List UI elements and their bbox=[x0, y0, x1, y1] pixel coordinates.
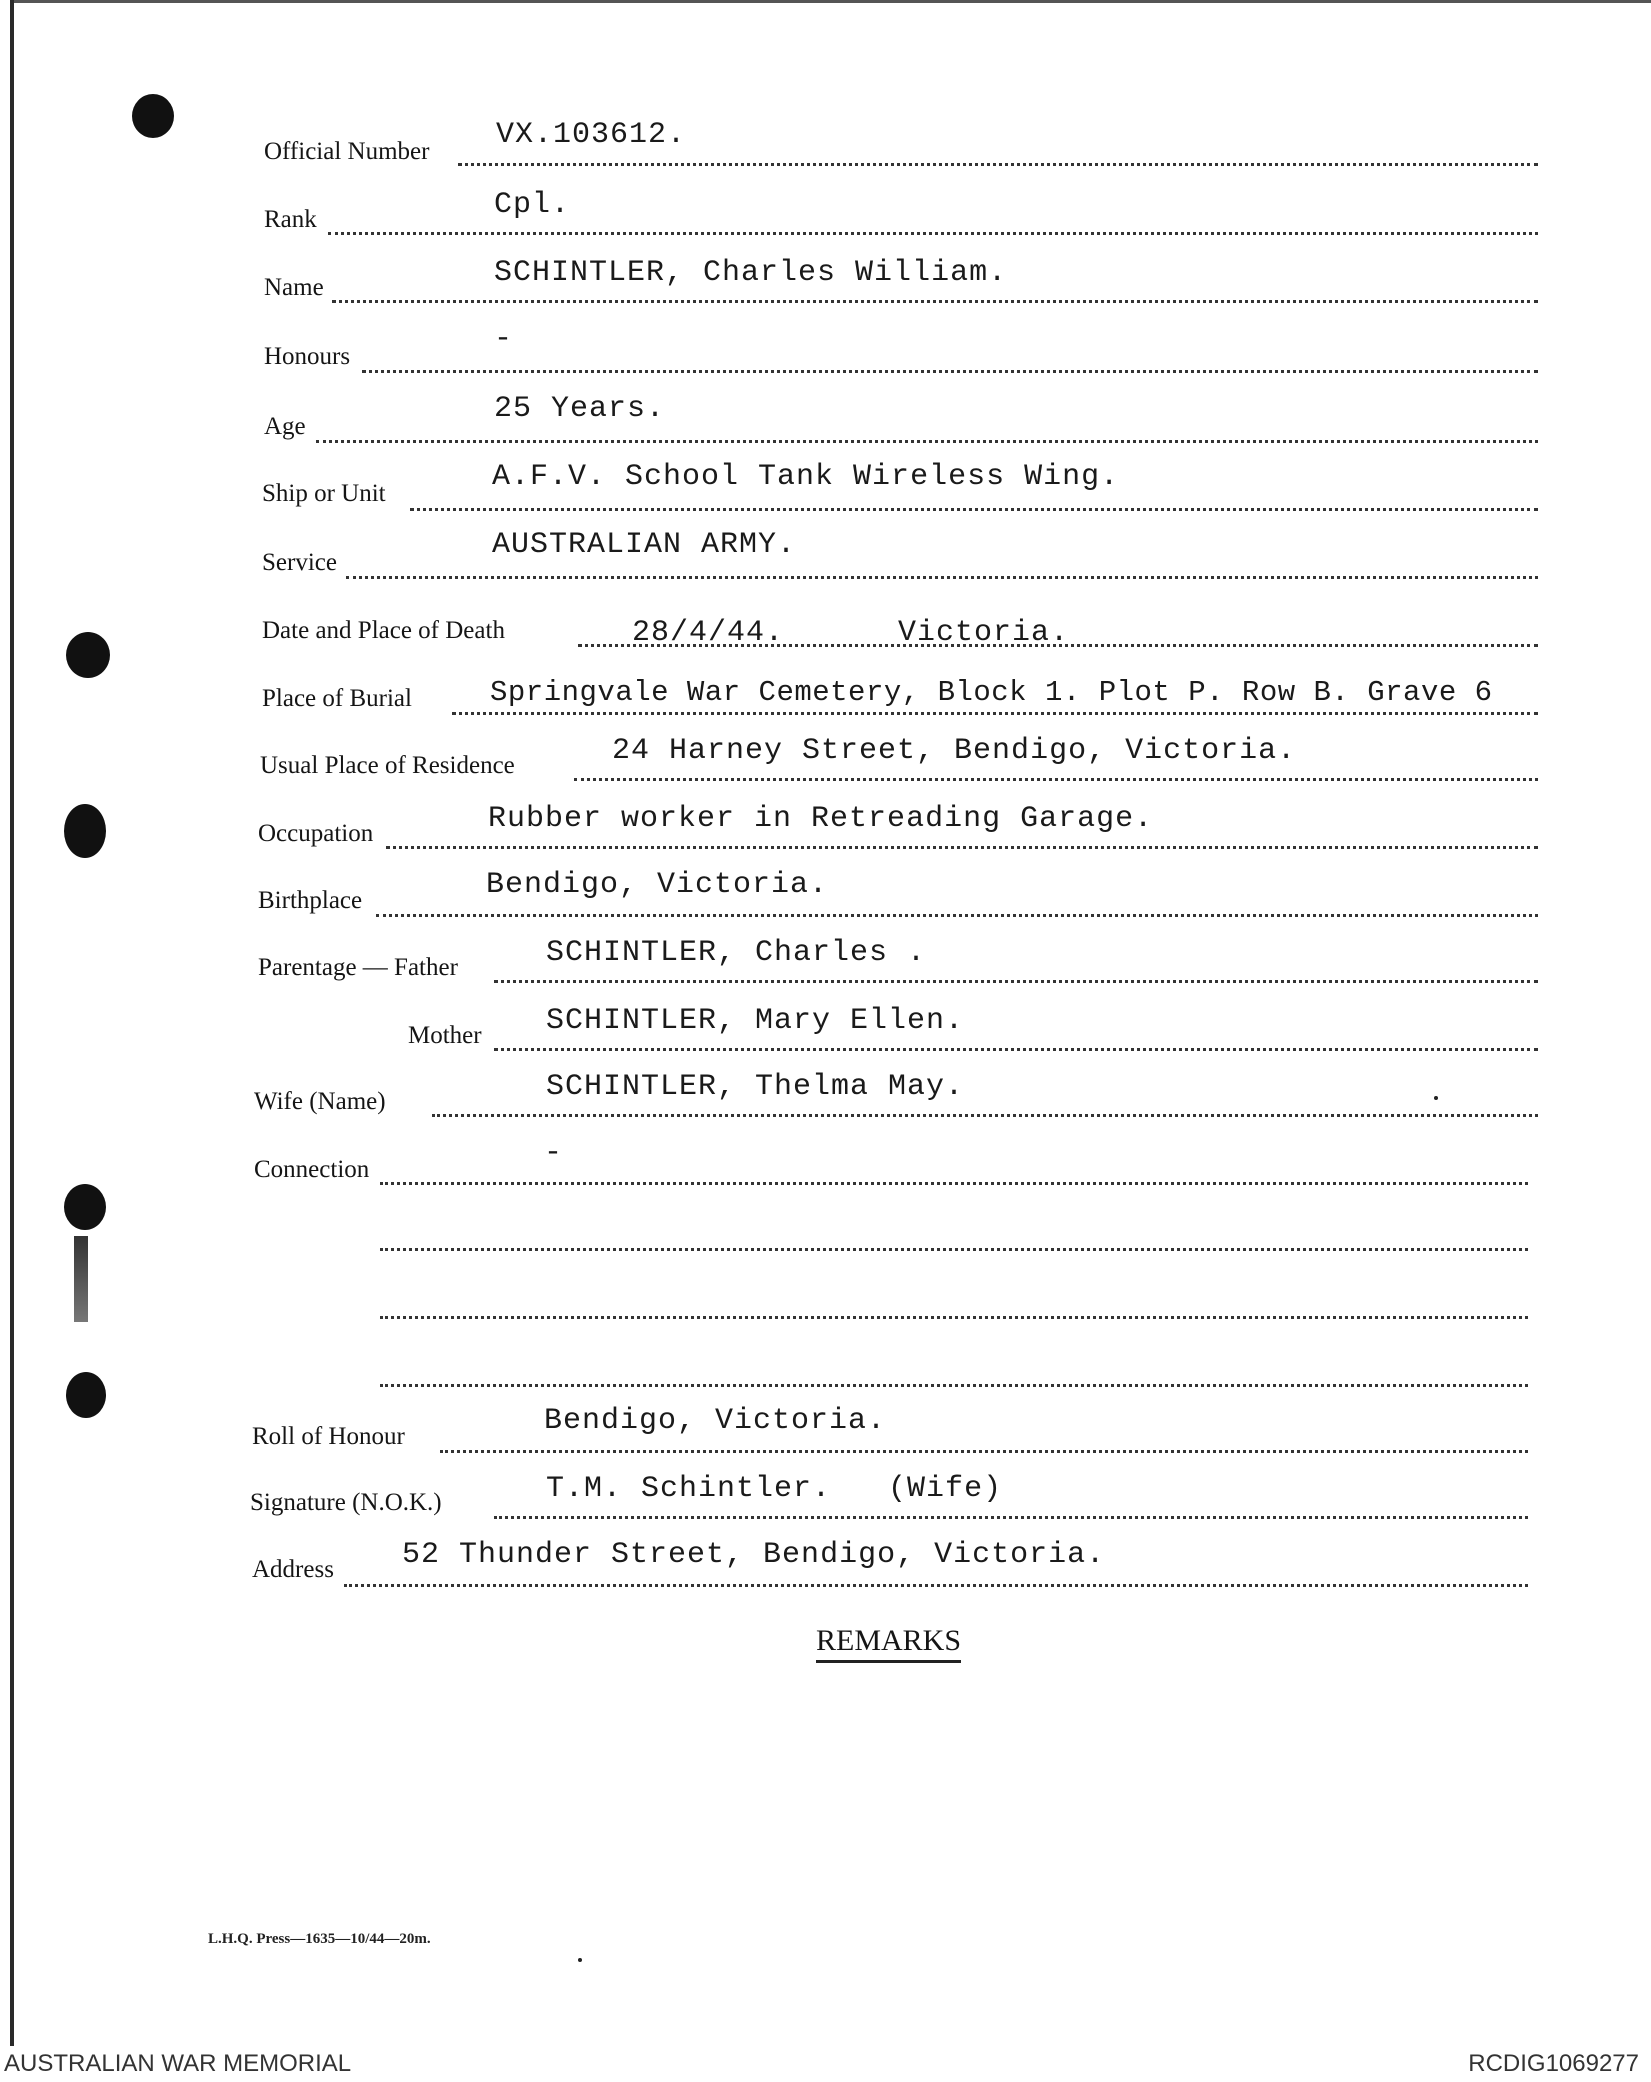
dots-honours bbox=[362, 370, 1538, 373]
value-ship-or-unit: A.F.V. School Tank Wireless Wing. bbox=[492, 460, 1120, 494]
page-left-edge bbox=[10, 0, 14, 2050]
value-wife: SCHINTLER, Thelma May. bbox=[546, 1070, 965, 1104]
value-occupation: Rubber worker in Retreading Garage. bbox=[488, 802, 1154, 836]
value-name: SCHINTLER, Charles William. bbox=[494, 256, 1008, 290]
value-place-of-burial: Springvale War Cemetery, Block 1. Plot P. Row B. Grave 6 bbox=[490, 676, 1493, 709]
label-mother: Mother bbox=[408, 1022, 482, 1049]
value-roll-of-honour: Bendigo, Victoria. bbox=[544, 1404, 887, 1438]
dots-roll-of-honour bbox=[440, 1450, 1528, 1453]
dots-wife bbox=[432, 1114, 1538, 1117]
binder-mark bbox=[74, 1236, 88, 1322]
dots-name bbox=[332, 300, 1538, 303]
punch-hole-3 bbox=[64, 804, 106, 858]
label-signature: Signature (N.O.K.) bbox=[250, 1489, 442, 1516]
value-date-place-death: 28/4/44. Victoria. bbox=[632, 616, 1070, 650]
label-usual-residence: Usual Place of Residence bbox=[260, 752, 515, 779]
label-birthplace: Birthplace bbox=[258, 887, 363, 914]
value-connection: - bbox=[544, 1136, 564, 1170]
speck-1 bbox=[1434, 1096, 1438, 1100]
dots-address bbox=[344, 1584, 1528, 1587]
label-father: Parentage — Father bbox=[258, 954, 458, 981]
value-mother: SCHINTLER, Mary Ellen. bbox=[546, 1004, 965, 1038]
label-official-number: Official Number bbox=[264, 138, 430, 165]
remarks-heading: REMARKS bbox=[816, 1624, 961, 1663]
dots-mother bbox=[494, 1048, 1538, 1051]
punch-hole-1 bbox=[132, 94, 174, 138]
dots-blank-1 bbox=[380, 1248, 1528, 1251]
dots-service bbox=[346, 576, 1538, 579]
label-name: Name bbox=[264, 274, 324, 301]
punch-hole-5 bbox=[66, 1372, 106, 1418]
value-signature: T.M. Schintler. (Wife) bbox=[546, 1472, 1003, 1506]
value-age: 25 Years. bbox=[494, 392, 666, 426]
label-date-place-death: Date and Place of Death bbox=[262, 617, 505, 644]
value-official-number: VX.103612. bbox=[496, 118, 687, 152]
label-honours: Honours bbox=[264, 343, 351, 370]
punch-hole-2 bbox=[66, 632, 110, 678]
label-connection: Connection bbox=[254, 1156, 370, 1183]
dots-blank-2 bbox=[380, 1316, 1528, 1319]
label-age: Age bbox=[264, 413, 306, 440]
value-service: AUSTRALIAN ARMY. bbox=[492, 528, 797, 562]
dots-signature bbox=[494, 1516, 1528, 1519]
page-top-edge bbox=[10, 0, 1651, 3]
label-service: Service bbox=[262, 549, 337, 576]
speck-2 bbox=[578, 1958, 582, 1962]
print-code: L.H.Q. Press—1635—10/44—20m. bbox=[208, 1931, 431, 1947]
value-rank: Cpl. bbox=[494, 188, 571, 222]
archive-id: RCDIG1069277 bbox=[1468, 2050, 1639, 2077]
label-occupation: Occupation bbox=[258, 820, 374, 847]
dots-ship-or-unit bbox=[410, 508, 1538, 511]
dots-rank bbox=[328, 232, 1538, 235]
label-rank: Rank bbox=[264, 206, 317, 233]
punch-hole-4 bbox=[64, 1184, 106, 1230]
label-ship-or-unit: Ship or Unit bbox=[262, 480, 386, 507]
value-father: SCHINTLER, Charles . bbox=[546, 936, 927, 970]
dots-official-number bbox=[458, 163, 1538, 166]
dots-connection bbox=[380, 1182, 1528, 1185]
dots-usual-residence bbox=[574, 778, 1538, 781]
dots-age bbox=[316, 440, 1538, 443]
label-wife: Wife (Name) bbox=[254, 1088, 386, 1115]
label-address: Address bbox=[252, 1556, 334, 1583]
value-honours: - bbox=[494, 322, 514, 356]
dots-father bbox=[494, 980, 1538, 983]
value-address: 52 Thunder Street, Bendigo, Victoria. bbox=[402, 1538, 1106, 1572]
value-usual-residence: 24 Harney Street, Bendigo, Victoria. bbox=[612, 734, 1297, 768]
dots-birthplace bbox=[376, 914, 1538, 917]
archive-label: AUSTRALIAN WAR MEMORIAL bbox=[4, 2050, 352, 2077]
dots-blank-3 bbox=[380, 1384, 1528, 1387]
label-place-of-burial: Place of Burial bbox=[262, 685, 412, 712]
dots-place-of-burial bbox=[452, 712, 1538, 715]
value-birthplace: Bendigo, Victoria. bbox=[486, 868, 829, 902]
dots-occupation bbox=[386, 846, 1538, 849]
label-roll-of-honour: Roll of Honour bbox=[252, 1423, 405, 1450]
